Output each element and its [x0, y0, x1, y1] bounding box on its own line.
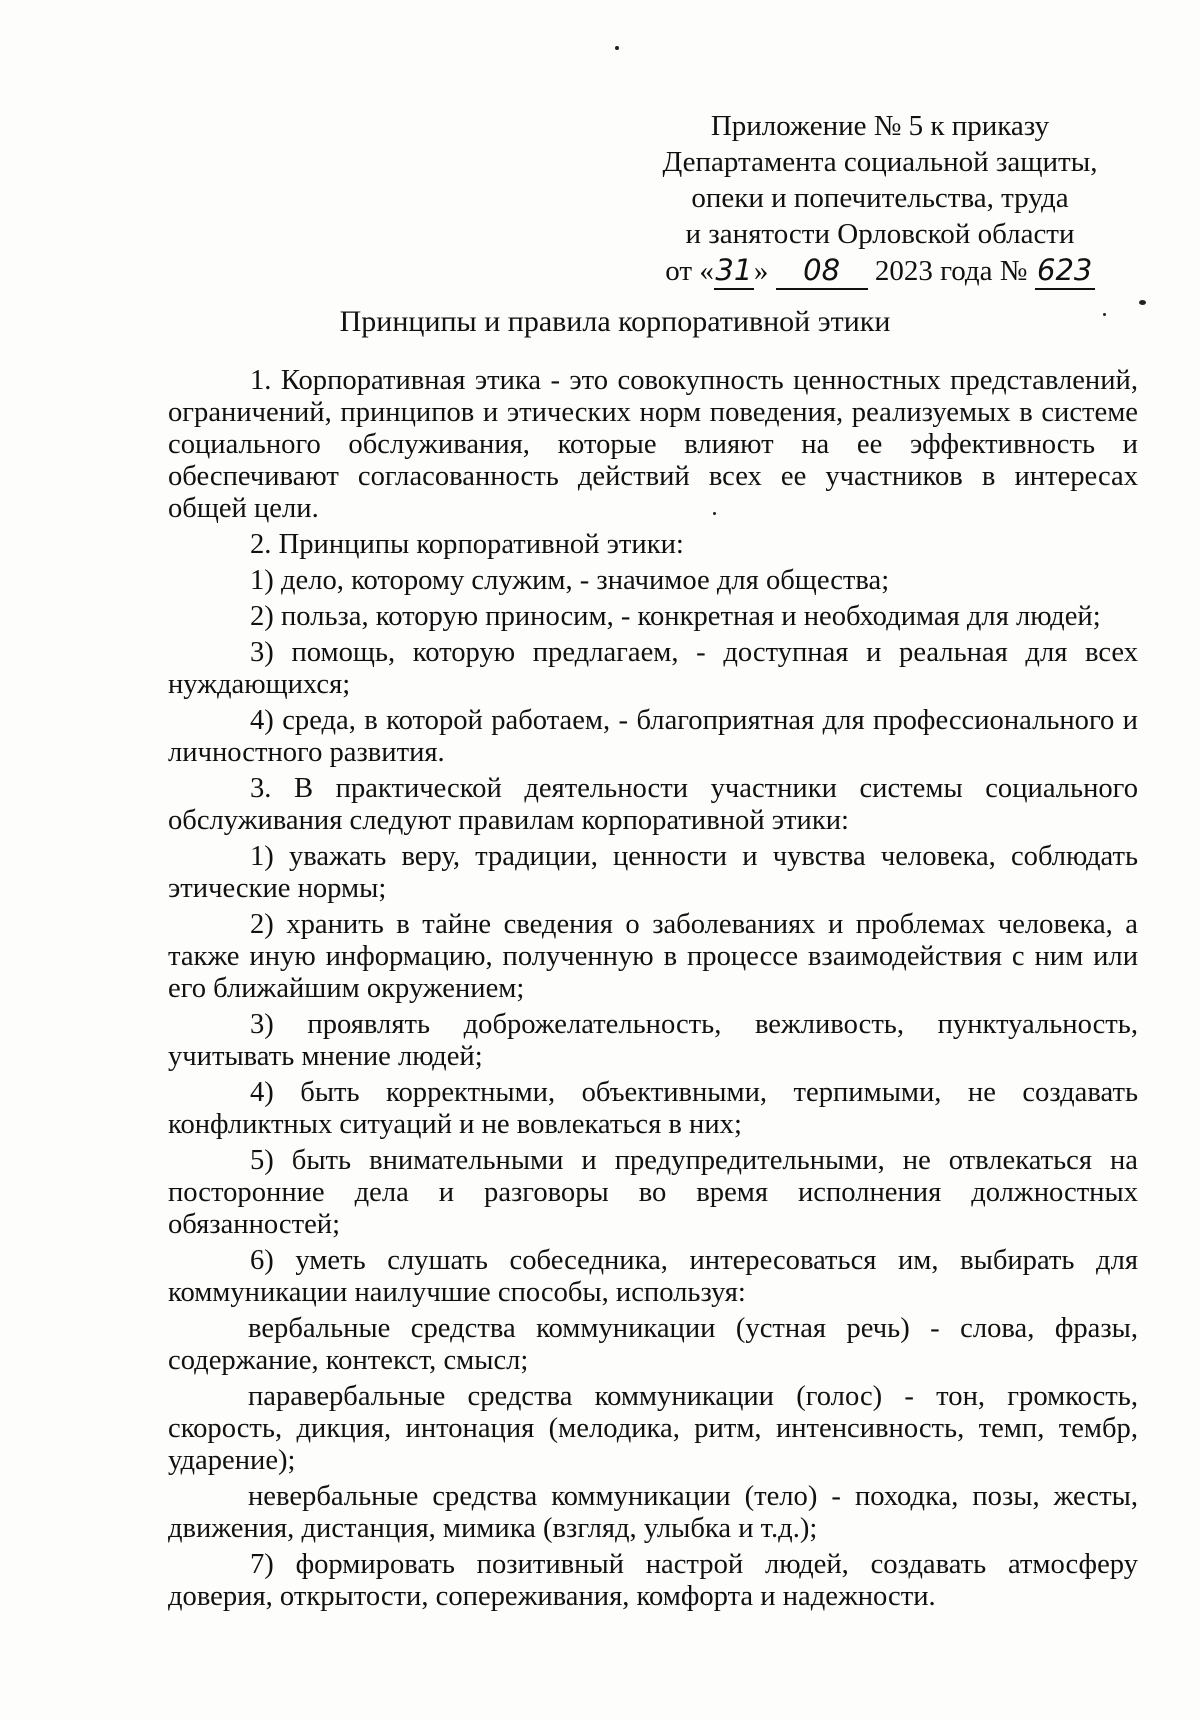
appendix-header [600, 108, 1160, 290]
list-item: 6) уметь слушать собеседника, интересоваться им, выбирать для коммуникации наилучшие способы, используя: [168, 1245, 1138, 1308]
list-subitem: вербальные средства коммуникации (устная речь) - слова, фразы, содержание, контекст, смысл; [168, 1313, 1138, 1376]
handwritten-order-number: 623 [1035, 252, 1095, 290]
list-item: 3) помощь, которую предлагаем, - доступная и реальная для всех нуждающихся; [168, 637, 1138, 700]
list-item: 1) уважать веру, традиции, ценности и чувства человека, соблюдать этические нормы; [168, 841, 1138, 904]
list-item: 1) дело, которому служим, - значимое для общества; [250, 565, 890, 596]
header-line-4: и занятости Орловской области [685, 218, 1075, 250]
document-title: Принципы и правила корпоративной этики [339, 305, 891, 338]
handwritten-month: 08 [776, 252, 868, 290]
header-date-line [600, 252, 1160, 290]
list-item: 2) польза, которую приносим, - конкретная и необходимая для людей; [250, 601, 1101, 632]
scan-speck [1103, 313, 1106, 316]
scan-speck [713, 512, 716, 515]
date-year: 2023 года № [867, 255, 1035, 287]
list-item: 5) быть внимательными и предупредительными, не отвлекаться на посторонние дела и разговоры во время исполнения должностных обязанностей; [168, 1145, 1138, 1240]
paragraph: 2. Принципы корпоративной этики: [250, 529, 684, 560]
list-subitem: невербальные средства коммуникации (тело) - походка, позы, жесты, движения, дистанция, мимика (взгляд, улыбка и т.д.); [168, 1481, 1138, 1544]
paragraph: 3. В практической деятельности участники системы социального обслуживания следуют правилам корпоративной этики: [168, 773, 1138, 836]
list-item: 4) среда, в которой работаем, - благоприятная для профессионального и личностного развития. [168, 705, 1138, 768]
handwritten-day: 31 [714, 252, 754, 290]
list-subitem: паравербальные средства коммуникации (голос) - тон, громкость, скорость, дикция, интонация (мелодика, ритм, интенсивность, темп, тембр, ударение); [168, 1381, 1138, 1476]
list-item: 2) хранить в тайне сведения о заболеваниях и проблемах человека, а также иную информацию, полученную в процессе взаимодействия с ним или его ближайшим окружением; [168, 909, 1138, 1004]
scan-speck [615, 46, 619, 50]
date-prefix: от « [665, 255, 714, 287]
header-line-2: Департамента социальной защиты, [662, 146, 1098, 178]
header-line-3: опеки и попечительства, труда [691, 182, 1069, 214]
header-line-1: Приложение № 5 к приказу [710, 110, 1050, 142]
list-item: 4) быть корректными, объективными, терпимыми, не создавать конфликтных ситуаций и не вовлекаться в них; [168, 1077, 1138, 1140]
list-item: 7) формировать позитивный настрой людей, создавать атмосферу доверия, открытости, сопереживания, комфорта и надежности. [168, 1549, 1138, 1612]
paragraph: 1. Корпоративная этика - это совокупность ценностных представлений, ограничений, принципов и этических норм поведения, реализуемых в системе социального обслуживания, которые влияют на ее эффективность и обеспечивают согласованность действий всех ее участников в интересах общей цели. [168, 365, 1138, 524]
scan-speck [1139, 300, 1146, 305]
date-mid: » [753, 255, 769, 287]
list-item: 3) проявлять доброжелательность, вежливость, пунктуальность, учитывать мнение людей; [168, 1009, 1138, 1072]
document-body [168, 365, 1138, 1617]
